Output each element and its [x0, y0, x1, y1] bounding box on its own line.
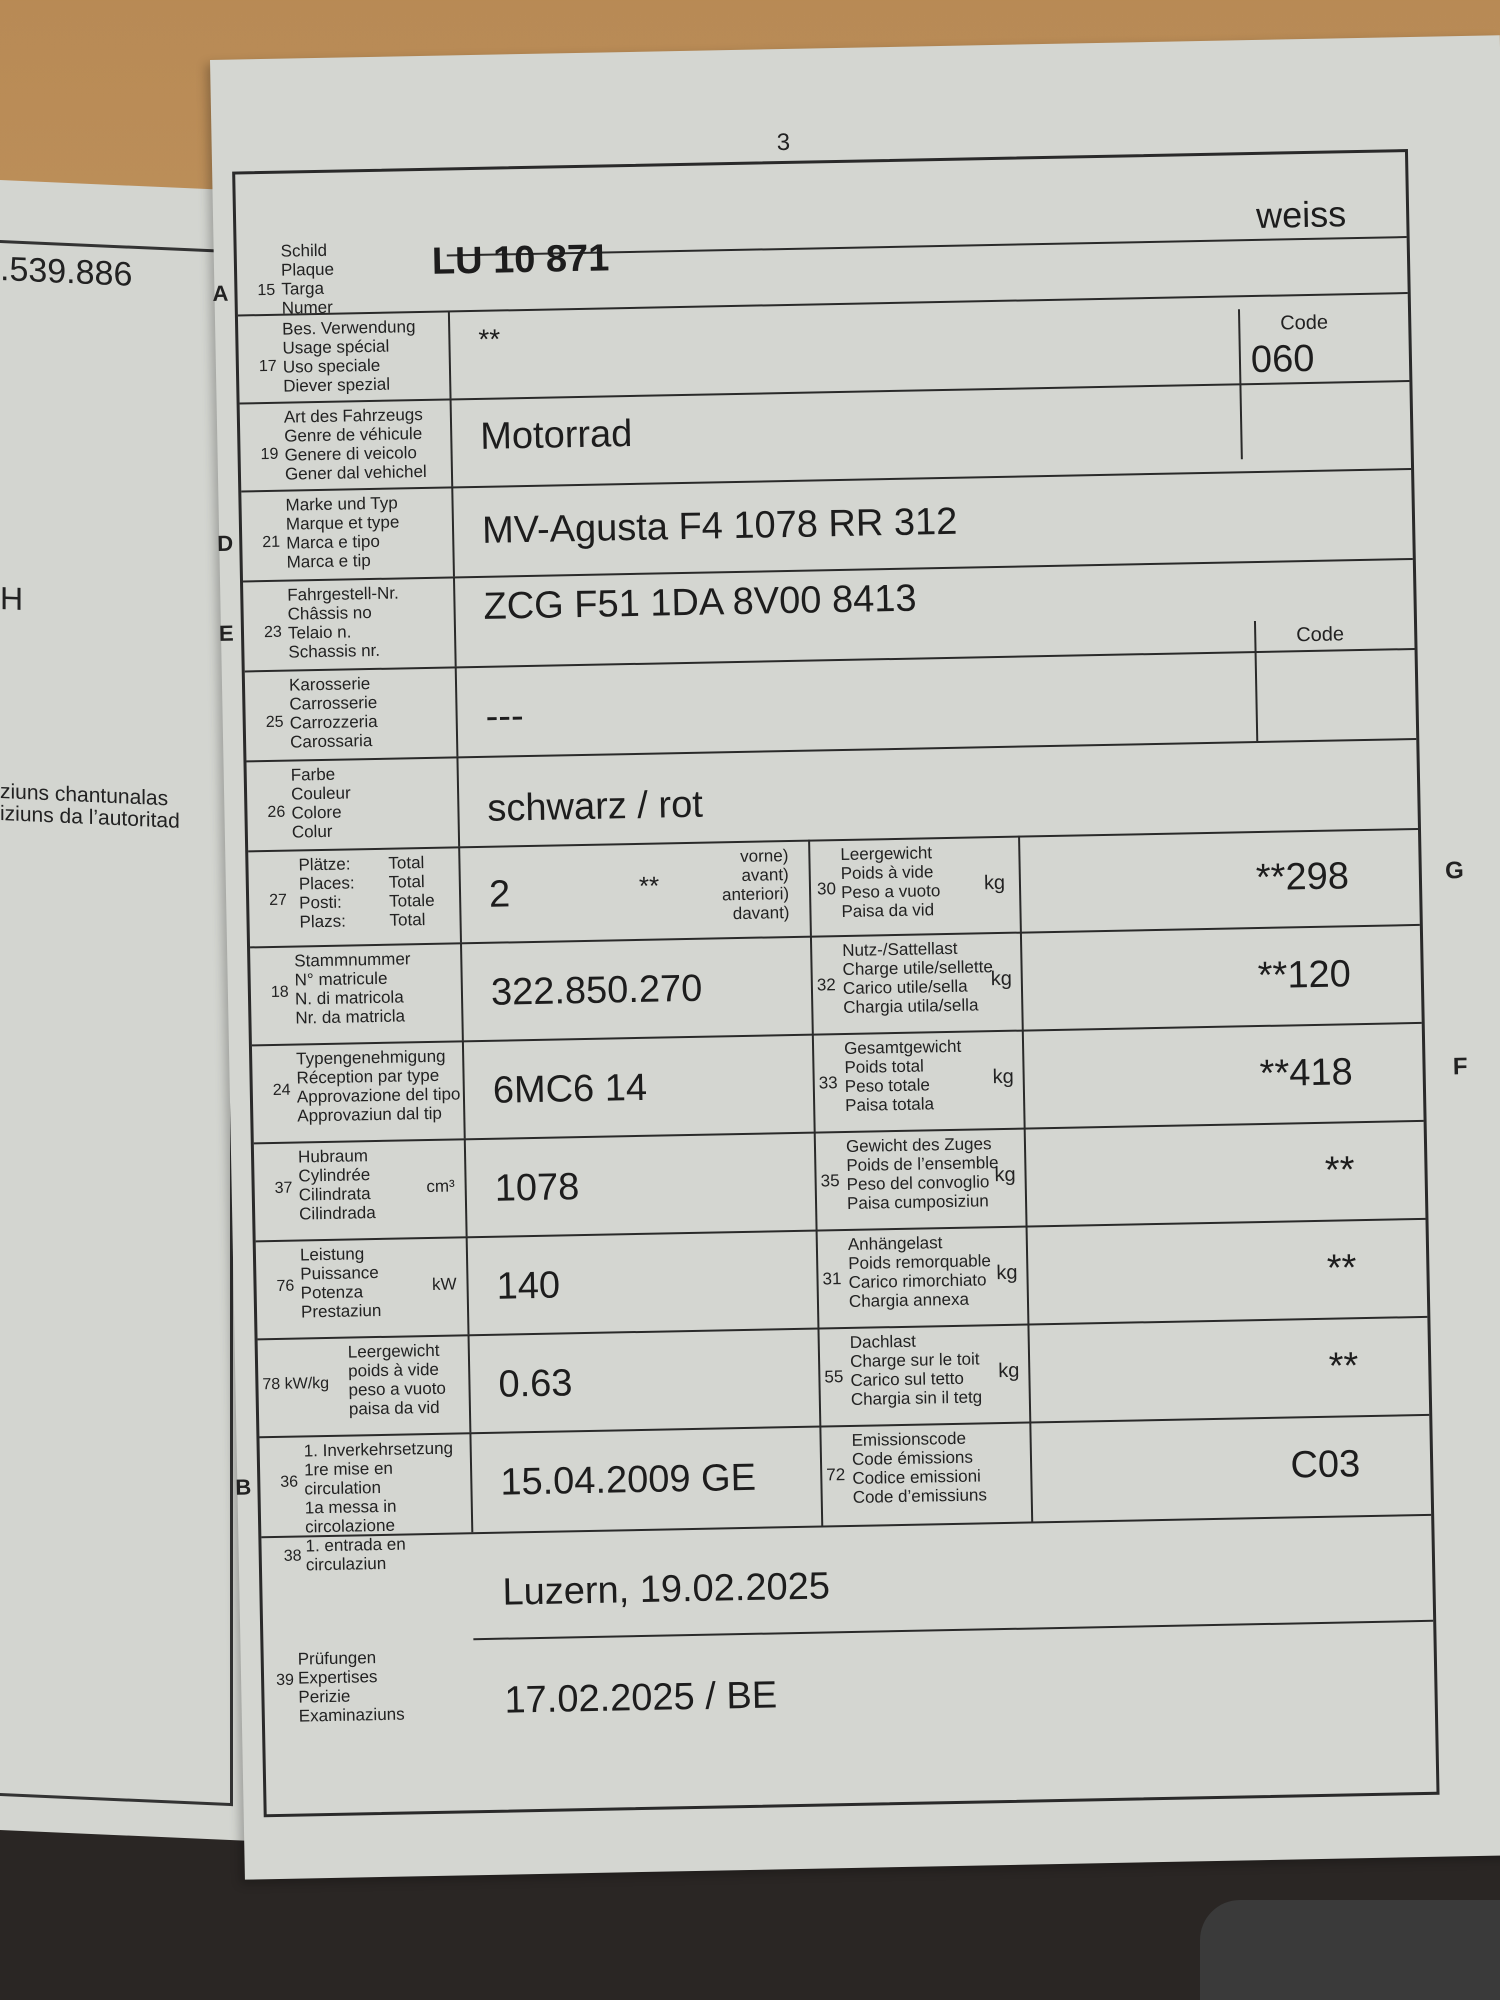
- page-number: 3: [776, 128, 791, 157]
- grid-row-label: [252, 1040, 466, 1142]
- registration-table: [212, 149, 1468, 1817]
- unit-label: kW: [431, 1274, 457, 1294]
- side-letter: B: [235, 1474, 252, 1500]
- left-number-fragment: .539.886: [0, 250, 133, 294]
- grid-row-label: [250, 942, 464, 1044]
- unit-label: cm³: [426, 1176, 455, 1197]
- field-labels-right: Anhängelast Poids remorquable Carico rimorchiato Chargia annexa: [847, 1233, 992, 1311]
- column-separator: [1020, 932, 1024, 1030]
- field-labels: Marke und Typ Marque et type Marca e tipo Marca e tip: [285, 493, 400, 572]
- field-labels-right: Gesamtgewicht Poids total Peso totale Paisa totala: [843, 1036, 962, 1115]
- code-value: 060: [1250, 337, 1315, 382]
- field-number: 18: [270, 983, 289, 1002]
- column-separator: [816, 1230, 820, 1328]
- left-text-2: iziuns da l’autoritad: [0, 802, 180, 833]
- code-label: Code: [1296, 623, 1345, 647]
- field-labels: Hubraum Cylindrée Cilindrata Cilindrada: [297, 1146, 376, 1224]
- field-labels: 1. Inverkehrsetzung 1re mise en circulation 1a messa in circolazione 1. entrada en circulaziun: [303, 1438, 454, 1575]
- color-top: weiss: [1255, 193, 1347, 236]
- field-number: 23: [263, 623, 282, 642]
- field-labels: Karosserie Carrosserie Carrozzeria Carossaria: [288, 674, 378, 752]
- left-page-frame: [0, 240, 233, 1807]
- field-value-right: **: [1324, 1149, 1355, 1192]
- registration-page: [210, 35, 1500, 1879]
- column-separator: [817, 1328, 821, 1426]
- side-letter-e: E: [218, 620, 234, 646]
- row-color-label: [246, 756, 460, 850]
- field-labels: Art des Fahrzeugs Genre de véhicule Genere di veicolo Gener dal vehichel: [283, 404, 427, 484]
- grid-row-label: [254, 1138, 468, 1240]
- field-value: 140: [496, 1264, 561, 1308]
- kg-unit: kg: [983, 871, 1006, 895]
- column-separator: [1022, 1030, 1026, 1128]
- field-value: 322.850.270: [490, 967, 703, 1014]
- field-labels: Fahrgestell-Nr. Châssis no Telaio n. Schassis nr.: [287, 583, 399, 662]
- field-labels: Leistung Puissance Potenza Prestaziun: [299, 1244, 382, 1322]
- vehicle-type-value: Motorrad: [479, 412, 633, 458]
- column-separator: [814, 1132, 818, 1230]
- kg-unit: kg: [998, 1359, 1020, 1383]
- field-value-right: **418: [1259, 1051, 1354, 1096]
- make-model-value: MV-Agusta F4 1078 RR 312: [481, 500, 958, 552]
- color-value: schwarz / rot: [487, 783, 704, 830]
- background-shoe: [1200, 1900, 1500, 2000]
- field-labels-right: Dachlast Charge sur le toit Carico sul tetto Chargia sin il tetg: [849, 1331, 983, 1409]
- kg-unit: kg: [994, 1163, 1016, 1187]
- field-value: 15.04.2009 GE: [499, 1456, 757, 1504]
- column-separator: [1029, 1421, 1033, 1521]
- code-label: Code: [1280, 311, 1329, 335]
- field-number: 31: [822, 1269, 842, 1289]
- inspection-labels: Prüfungen Expertises Perizie Examinaziuns: [297, 1648, 405, 1726]
- kg-unit: kg: [996, 1261, 1018, 1285]
- column-separator: [819, 1426, 823, 1526]
- side-letter-a: A: [212, 280, 229, 306]
- field-number: 25: [265, 713, 284, 732]
- side-letter-g: G: [1444, 857, 1465, 885]
- field-labels: Leergewicht poids à vide peso a vuoto paisa da vid: [347, 1340, 447, 1419]
- column-separator: [810, 936, 814, 1034]
- field-labels: Stammnummer N° matricule N. di matricola Nr. da matricla: [294, 949, 411, 1028]
- field-number: 72: [826, 1465, 846, 1485]
- field-labels-right: Gewicht des Zuges Poids de l’ensemble Peso del convoglio Paisa cumposiziun: [845, 1134, 999, 1213]
- side-letter-d: D: [217, 530, 234, 556]
- field-value-right: **120: [1257, 953, 1352, 998]
- field-value-right: **: [1328, 1345, 1359, 1388]
- side-letter: F: [1452, 1053, 1468, 1081]
- row-special-use-label: [238, 310, 452, 402]
- left-text-1: ziuns chantunalas: [0, 780, 169, 811]
- left-letter: H: [0, 580, 24, 618]
- field-number: 35: [820, 1171, 840, 1191]
- row-make-model-label: [217, 486, 455, 580]
- places-value: 2: [488, 873, 511, 916]
- chassis-value: ZCG F51 1DA 8V00 8413: [483, 577, 917, 628]
- field-labels: Farbe Couleur Colore Colur: [290, 764, 351, 842]
- inspection-value: 17.02.2025 / BE: [504, 1674, 778, 1722]
- field-labels-right: Emissionscode Code émissions Codice emissioni Code d’emissiuns: [851, 1428, 988, 1507]
- issue-place-date: Luzern, 19.02.2025: [502, 1565, 831, 1614]
- field-value: 1078: [494, 1166, 580, 1210]
- column-separator: [808, 840, 812, 936]
- column-separator: [812, 1034, 816, 1132]
- row-plate-label: [212, 240, 448, 318]
- front-places-value: **: [638, 870, 660, 901]
- empty-weight-value: **298: [1255, 855, 1350, 900]
- front-places-labels: vorne) avant) anteriori) davant): [721, 846, 790, 924]
- field-number: 17: [258, 357, 277, 376]
- field-number: 39: [275, 1671, 295, 1690]
- field-number: 19: [260, 445, 279, 464]
- row-vehicle-type-label: [240, 398, 454, 490]
- grid-row-label: [256, 1236, 470, 1338]
- field-number: 32: [816, 975, 836, 995]
- field-number: 15: [257, 281, 276, 300]
- places-labels: Plätze: Places: Posti: Plazs:: [298, 854, 355, 932]
- field-value-right: **: [1326, 1247, 1357, 1290]
- field-number: 26: [267, 803, 286, 822]
- field-number: 78 kW/kg: [262, 1374, 330, 1394]
- row-body-label: [245, 666, 459, 760]
- field-labels-right: Nutz-/Sattellast Charge utile/sellette Carico utile/sella Chargia utila/sella: [842, 938, 993, 1018]
- row-inspections: [263, 1622, 1436, 1814]
- column-separator: [1018, 836, 1022, 932]
- field-labels: Schild Plaque Targa Numer: [280, 240, 335, 318]
- field-number: 36: [280, 1473, 299, 1491]
- field-number: 27: [268, 891, 288, 910]
- column-separator: [1024, 1128, 1028, 1226]
- plate-value: LU 10 871: [431, 237, 610, 283]
- field-number: 38: [283, 1547, 302, 1565]
- field-number: 21: [262, 533, 281, 552]
- empty-weight-labels: Leergewicht Poids à vide Peso a vuoto Paisa da vid: [840, 843, 941, 922]
- field-labels: Bes. Verwendung Usage spécial Uso speciale Diever spezial: [281, 317, 416, 396]
- field-number: 37: [274, 1179, 293, 1197]
- field-value: 0.63: [498, 1362, 573, 1406]
- kg-unit: kg: [990, 967, 1013, 991]
- field-number: 24: [272, 1081, 291, 1099]
- kg-unit: kg: [992, 1065, 1015, 1089]
- field-number: 76: [276, 1277, 295, 1295]
- body-value: ---: [485, 695, 525, 738]
- field-labels: Typengenehmigung Réception par type Approvazione del tipo Approvaziun dal tip: [296, 1046, 461, 1126]
- left-page: [0, 180, 250, 1841]
- field-value: 6MC6 14: [492, 1066, 648, 1112]
- field-value-right: C03: [1290, 1443, 1361, 1487]
- row-chassis-label: [218, 576, 457, 670]
- row-places-label: [248, 846, 462, 946]
- field-number: 30: [816, 879, 837, 899]
- column-separator: [1026, 1226, 1030, 1324]
- grid-row-label: [258, 1334, 472, 1436]
- field-number: 33: [818, 1073, 838, 1093]
- column-separator: [1027, 1324, 1031, 1422]
- places-totals: Total Total Totale Total: [388, 853, 435, 930]
- special-use-value: **: [478, 323, 501, 355]
- field-number: 55: [824, 1367, 844, 1387]
